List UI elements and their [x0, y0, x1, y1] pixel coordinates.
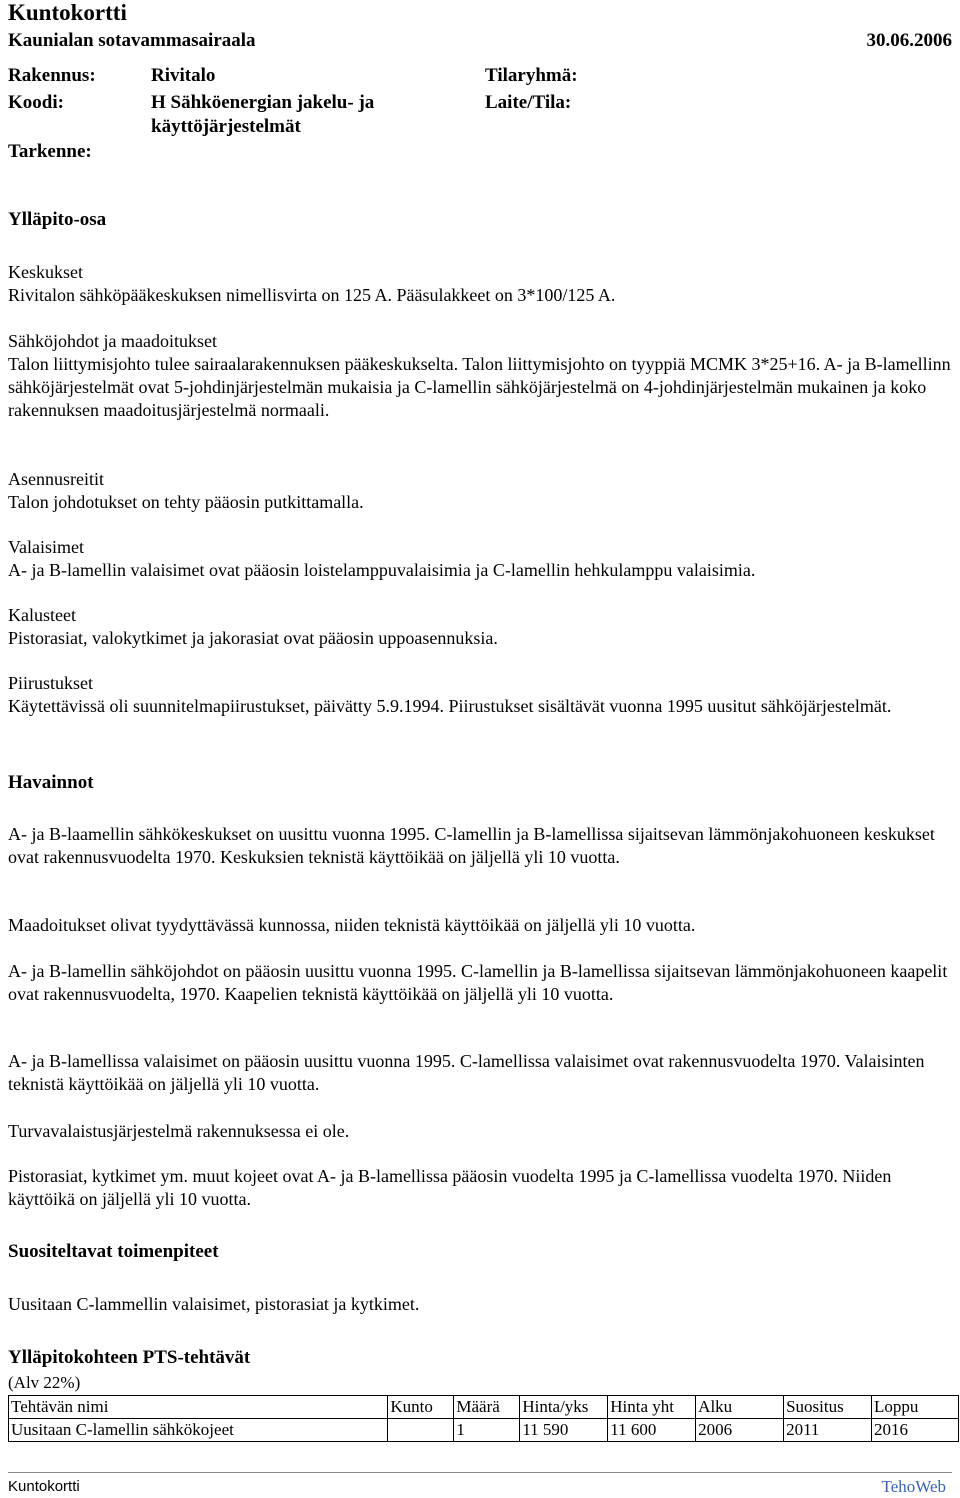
- rakennus-label: Rakennus:: [8, 65, 96, 86]
- section-text: Talon liittymisjohto tulee sairaalarakennuksen pääkeskukselta. Talon liittymisjohto on tyyppiä MCMK 3*25+16. A- ja B-lamellinn sähköjärjestelmät ovat 5-johdinjärjestelmän mukaisia ja C-lamellin sähköjärjestelmä on 4-johdinjärjestelmän mukainen ja koko rakennuksen maadoitusjärjestelmä normaali.: [8, 354, 951, 420]
- document-subheader: [8, 29, 952, 53]
- section-sahkojohdot: [8, 330, 953, 422]
- table-cell: 11 600: [608, 1419, 696, 1442]
- rakennus-value: Rivitalo: [151, 65, 216, 86]
- havainto-paragraph: Maadoitukset olivat tyydyttävässä kunnossa, niiden teknistä käyttöikää on jäljellä yli 10 vuotta.: [8, 915, 696, 935]
- column-header: Loppu: [872, 1396, 959, 1419]
- footer-left-text: Kuntokortti: [8, 1478, 80, 1495]
- table-header-row: [9, 1396, 959, 1419]
- column-header: Alku: [696, 1396, 784, 1419]
- section-heading: Sähköjohdot ja maadoitukset: [8, 331, 217, 351]
- section-heading: Asennusreitit: [8, 469, 104, 489]
- table-cell: Uusitaan C-lamellin sähkökojeet: [9, 1419, 388, 1442]
- koodi-label: Koodi:: [8, 92, 64, 113]
- column-header: Kunto: [388, 1396, 454, 1419]
- pts-alv-note: (Alv 22%): [8, 1373, 81, 1392]
- pts-table: [8, 1395, 959, 1442]
- table-cell: [388, 1419, 454, 1442]
- suositeltavat-text: Uusitaan C-lammellin valaisimet, pistorasiat ja kytkimet.: [8, 1294, 420, 1314]
- table-row: [9, 1419, 959, 1442]
- footer-divider: [8, 1472, 952, 1473]
- section-keskukset: [8, 261, 953, 307]
- havainnot-title: Havainnot: [8, 772, 94, 793]
- pts-title: Ylläpitokohteen PTS-tehtävät: [8, 1347, 251, 1368]
- havainto-paragraph: Pistorasiat, kytkimet ym. muut kojeet ovat A- ja B-lamellissa pääosin vuodelta 1995 ja C-lamellissa vuodelta 1970. Niiden käyttöikä on jäljellä yli 10 vuotta.: [8, 1166, 892, 1209]
- table-cell: 2011: [784, 1419, 872, 1442]
- section-kalusteet: [8, 604, 953, 650]
- section-text: A- ja B-lamellin valaisimet ovat pääosin loistelamppuvalaisimia ja C-lamellin hehkulamppu valaisimia.: [8, 560, 756, 580]
- section-text: Rivitalon sähköpääkeskuksen nimellisvirta on 125 A. Pääsulakkeet on 3*100/125 A.: [8, 285, 616, 305]
- tilaryhma-label: Tilaryhmä:: [485, 65, 578, 86]
- havainto-paragraph: A- ja B-laamellin sähkökeskukset on uusittu vuonna 1995. C-lamellin ja B-lamellissa sijaitsevan lämmönjakohuoneen keskukset ovat rakennusvuodelta 1970. Keskuksien teknistä käyttöikää on jäljellä yli 10 vuotta.: [8, 824, 935, 867]
- table-cell: 11 590: [520, 1419, 608, 1442]
- table-cell: 2016: [872, 1419, 959, 1442]
- footer-brand-link[interactable]: TehoWeb: [881, 1477, 946, 1496]
- document-title: Kuntokortti: [8, 0, 127, 25]
- section-heading: Kalusteet: [8, 605, 76, 625]
- havainto-paragraph: Turvavalaistusjärjestelmä rakennuksessa ei ole.: [8, 1121, 350, 1141]
- section-heading: Piirustukset: [8, 673, 94, 693]
- column-header: Määrä: [454, 1396, 520, 1419]
- column-header: Hinta/yks: [520, 1396, 608, 1419]
- column-header: Suositus: [784, 1396, 872, 1419]
- section-text: Talon johdotukset on tehty pääosin putkittamalla.: [8, 492, 364, 512]
- section-text: Käytettävissä oli suunnitelmapiirustukset, päivätty 5.9.1994. Piirustukset sisältävät vuonna 1995 uusitut sähköjärjestelmät.: [8, 696, 892, 716]
- section-piirustukset: [8, 672, 953, 718]
- suositeltavat-title: Suositeltavat toimenpiteet: [8, 1241, 219, 1262]
- table-cell: 1: [454, 1419, 520, 1442]
- section-heading: Keskukset: [8, 262, 83, 282]
- section-valaisimet: [8, 536, 953, 582]
- column-header: Tehtävän nimi: [9, 1396, 388, 1419]
- column-header: Hinta yht: [608, 1396, 696, 1419]
- havainto-paragraph: A- ja B-lamellissa valaisimet on pääosin uusittu vuonna 1995. C-lamellissa valaisimet ovat rakennusvuodelta 1970. Valaisinten teknistä käyttöikää on jäljellä yli 10 vuotta.: [8, 1051, 925, 1094]
- table-cell: 2006: [696, 1419, 784, 1442]
- tarkenne-label: Tarkenne:: [8, 141, 92, 162]
- section-text: Pistorasiat, valokytkimet ja jakorasiat ovat pääosin uppoasennuksia.: [8, 628, 498, 648]
- section-heading: Valaisimet: [8, 537, 84, 557]
- havainto-paragraph: A- ja B-lamellin sähköjohdot on pääosin uusittu vuonna 1995. C-lamellin ja B-lamellissa sijaitsevan lämmönjakohuoneen kaapelit ovat rakennusvuodelta, 1970. Kaapelien teknistä käyttöikää on jäljellä yli 10 vuotta.: [8, 961, 948, 1004]
- section-asennusreitit: [8, 468, 953, 514]
- organization-name: Kaunialan sotavammasairaala: [8, 30, 256, 51]
- yllapito-title: Ylläpito-osa: [8, 209, 107, 230]
- document-date: 30.06.2006: [866, 30, 952, 51]
- koodi-value: H Sähköenergian jakelu- ja käyttöjärjestelmät: [151, 92, 375, 137]
- laite-label: Laite/Tila:: [485, 92, 572, 113]
